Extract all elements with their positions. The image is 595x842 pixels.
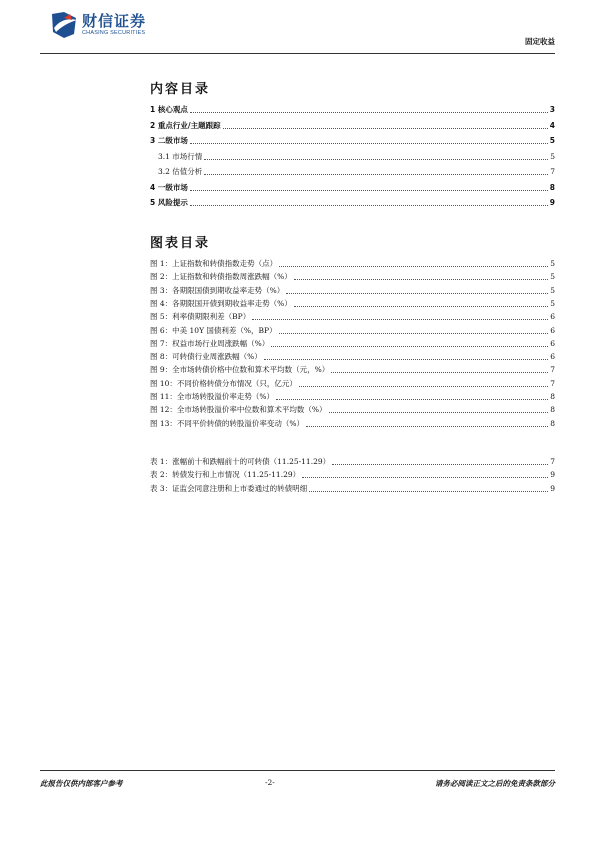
toc-entry-page: 5 (550, 298, 555, 308)
toc-leader-dots (204, 159, 548, 160)
toc-entry-label: 图 7：权益市场行业周涨跌幅（%） (150, 338, 270, 348)
toc-entry-page: 7 (550, 457, 555, 466)
toc-entry-page: 7 (550, 378, 555, 388)
toc-entry-label: 图 8：可转债行业周涨跌幅（%） (150, 352, 262, 362)
toc-entry[interactable] (150, 103, 555, 115)
toc-entry-page: 8 (550, 405, 555, 415)
figures-title: 图表目录 (150, 236, 211, 251)
toc-leader-dots (294, 306, 548, 307)
toc-leader-dots (204, 174, 548, 175)
toc-entry-page: 7 (550, 365, 555, 375)
contents-title: 内容目录 (150, 82, 211, 97)
toc-leader-dots (271, 346, 548, 347)
toc-entry-page: 5 (550, 151, 555, 161)
toc-entry[interactable] (150, 337, 555, 349)
toc-leader-dots (190, 190, 548, 191)
toc-entry[interactable] (150, 134, 555, 146)
toc-entry[interactable] (150, 119, 555, 131)
toc-entry[interactable] (150, 350, 555, 362)
logo-chinese-text: 财信证券 (82, 12, 147, 30)
header-divider (40, 53, 555, 54)
toc-entry-label: 图 9：全市场转债价格中位数和算术平均数（元，%） (150, 365, 330, 375)
toc-leader-dots (190, 205, 548, 206)
toc-entry[interactable] (150, 417, 555, 429)
toc-leader-dots (190, 112, 548, 113)
toc-leader-dots (331, 372, 548, 373)
contents-section (150, 78, 555, 207)
toc-entry-page: 6 (550, 338, 555, 348)
toc-leader-dots (294, 279, 548, 280)
toc-leader-dots (329, 412, 549, 413)
report-category: 固定收益 (525, 37, 555, 46)
toc-entry-page: 8 (550, 418, 555, 428)
toc-entry-page: 5 (550, 285, 555, 295)
toc-leader-dots (302, 477, 548, 478)
toc-entry-page: 7 (550, 167, 555, 176)
toc-leader-dots (332, 464, 548, 465)
toc-entry-label: 表 3：证监会同意注册和上市委通过的转债明细 (150, 483, 308, 493)
toc-entry[interactable] (150, 455, 555, 467)
toc-entry[interactable] (150, 390, 555, 402)
toc-leader-dots (190, 143, 548, 144)
toc-entry-label: 图 4：各期限国开债到期收益率走势（%） (150, 298, 292, 308)
toc-entry[interactable] (150, 468, 555, 480)
logo-icon (50, 10, 78, 40)
toc-entry-page: 3 (549, 105, 555, 114)
toc-entry-page: 6 (550, 325, 555, 335)
toc-entry[interactable] (150, 482, 555, 494)
page-header (40, 10, 555, 54)
toc-entry[interactable] (150, 310, 555, 322)
toc-entry-page: 8 (550, 392, 555, 401)
toc-entry[interactable] (150, 297, 555, 309)
toc-entry-label: 图 5：利率债期限利差（BP） (150, 312, 251, 322)
toc-entry[interactable] (150, 270, 555, 282)
toc-entry-page: 9 (549, 198, 555, 207)
toc-entry-page: 5 (550, 272, 555, 282)
logo-english-text: CHASING SECURITIES (82, 30, 146, 36)
footer-disclaimer: 此报告仅供内部客户参考 (40, 779, 123, 788)
toc-leader-dots (223, 128, 548, 129)
toc-entry[interactable] (150, 257, 555, 269)
toc-entry-page: 6 (550, 352, 555, 362)
toc-entry-page: 5 (550, 259, 555, 268)
toc-entry-label: 3.1 市场行情 (158, 151, 203, 161)
toc-entry[interactable] (150, 181, 555, 193)
toc-entry-label: 4 一级市场 (150, 182, 188, 192)
toc-entry-label: 图 13：不同平价转债的转股溢价率变动（%） (150, 418, 305, 428)
figures-list (150, 257, 555, 437)
toc-entry-label: 表 1：涨幅前十和跌幅前十的可转债（11.25-11.29） (150, 457, 331, 466)
toc-entry[interactable] (150, 324, 555, 336)
tables-list (150, 455, 555, 505)
company-logo (50, 10, 146, 40)
toc-leader-dots (306, 426, 548, 427)
toc-leader-dots (309, 491, 548, 492)
toc-entry-label: 图 11：全市场转股溢价率走势（%） (150, 392, 275, 401)
toc-entry-label: 图 3：各期限国债到期收益率走势（%） (150, 285, 285, 295)
toc-entry[interactable] (150, 403, 555, 415)
toc-entry[interactable] (150, 363, 555, 375)
page-number: -2- (265, 778, 275, 787)
toc-leader-dots (279, 333, 549, 334)
toc-leader-dots (286, 293, 548, 294)
toc-entry-page: 5 (549, 136, 555, 145)
toc-entry-page: 6 (550, 312, 555, 322)
toc-entry[interactable] (150, 150, 555, 162)
toc-leader-dots (276, 399, 548, 400)
toc-leader-dots (252, 319, 548, 320)
toc-entry-label: 图 10：不同价格转债分布情况（只，亿元） (150, 378, 297, 388)
toc-entry-label: 图 2：上证指数和转债指数周涨跌幅（%） (150, 272, 292, 282)
toc-entry-page: 9 (550, 483, 555, 493)
toc-entry[interactable] (150, 165, 555, 177)
toc-entry[interactable] (150, 196, 555, 208)
toc-entry-label: 5 风险提示 (150, 198, 188, 207)
toc-entry-label: 3 二级市场 (150, 136, 188, 145)
toc-entry[interactable] (150, 284, 555, 296)
footer-notice: 请务必阅读正文之后的免责条款部分 (435, 779, 555, 788)
toc-entry-label: 1 核心观点 (150, 105, 188, 114)
toc-entry-page: 4 (549, 120, 555, 130)
toc-entry-label: 表 2：转债发行和上市情况（11.25-11.29） (150, 470, 301, 480)
footer-divider (40, 770, 555, 771)
toc-leader-dots (264, 359, 548, 360)
contents-list (150, 103, 555, 213)
toc-entry[interactable] (150, 377, 555, 389)
toc-entry-page: 9 (550, 470, 555, 480)
toc-leader-dots (299, 386, 548, 387)
toc-entry-page: 8 (549, 182, 555, 192)
toc-entry-label: 图 1：上证指数和转债指数走势（点） (150, 259, 278, 268)
toc-entry-label: 2 重点行业/主题跟踪 (150, 120, 221, 130)
toc-leader-dots (279, 266, 548, 267)
toc-entry-label: 图 6：中美 10Y 国债利差（%，BP） (150, 325, 277, 335)
figures-section (150, 232, 555, 493)
toc-entry-label: 图 12：全市场转股溢价率中位数和算术平均数（%） (150, 405, 327, 415)
toc-entry-label: 3.2 估值分析 (158, 167, 203, 176)
